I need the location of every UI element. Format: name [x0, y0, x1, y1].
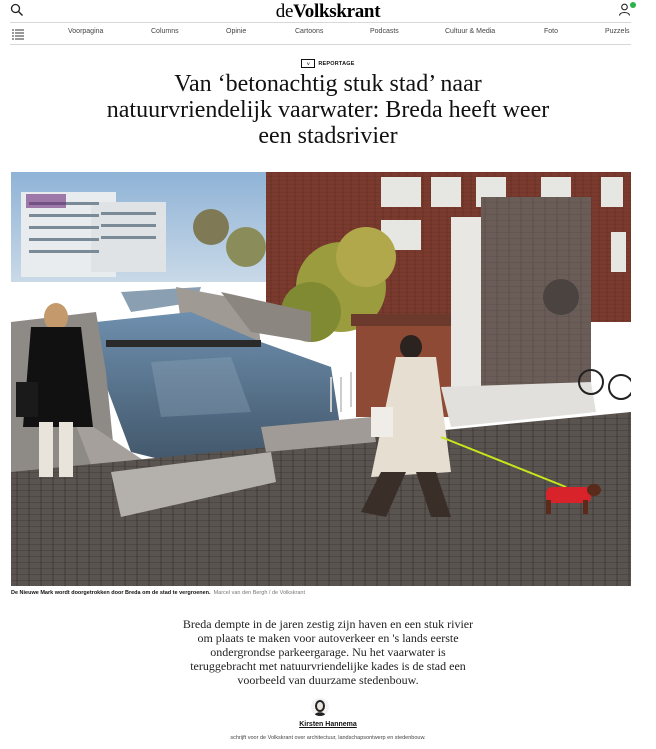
hamburger-icon [12, 28, 24, 40]
logo-prefix: de [275, 1, 294, 22]
site-logo[interactable] [0, 1, 656, 23]
nav-item-opinie[interactable]: Opinie [226, 28, 247, 35]
photo-illustration [11, 172, 631, 586]
nav-item-puzzels[interactable]: Puzzels [605, 28, 630, 35]
caption-text: De Nieuwe Mark wordt doorgetrokken door Breda om de stad te vergroenen. [11, 590, 211, 596]
author-avatar[interactable] [311, 698, 329, 716]
account-button[interactable] [618, 3, 634, 19]
article-title: Van ‘betonachtig stuk stad’ naar natuurvriendelijk vaarwater: Breda heeft weer een stadsrivier [106, 71, 550, 149]
author-bio: schrijft voor de Volkskrant over architectuur, landschapsontwerp en stedenbouw. [230, 735, 426, 741]
nav-item-podcasts[interactable]: Podcasts [370, 28, 399, 35]
top-bar [0, 0, 656, 22]
nav-item-foto[interactable]: Foto [544, 28, 559, 35]
photo-credit: Marcel van den Bergh / de Volkskrant [213, 590, 305, 596]
category-text: REPORTAGE [318, 60, 355, 67]
menu-button[interactable] [12, 27, 24, 39]
volkskrant-v-icon: V [301, 59, 315, 68]
nav-item-voorpagina[interactable]: Voorpagina [68, 28, 104, 35]
article-hero-photo [11, 172, 631, 586]
category-label[interactable] [0, 59, 656, 68]
section-nav [10, 22, 631, 45]
nav-item-columns[interactable]: Columns [151, 28, 179, 35]
notification-dot [630, 2, 636, 8]
avatar-illustration [311, 698, 329, 716]
logo-name: Volkskrant [293, 1, 381, 22]
photo-caption [11, 590, 305, 596]
nav-item-cartoons[interactable]: Cartoons [295, 28, 324, 35]
article-lead: Breda dempte in de jaren zestig zijn haven en een stuk rivier om plaats te maken voor autoverkeer en 's lands eerste ondergrondse parkeergarage. Nu het vaarwater is teruggebracht met natuurvriendelijke kades is de stad een voorbeeld van duurzame stedenbouw. [182, 617, 474, 687]
author-name-link[interactable]: Kirsten Hannema [299, 721, 357, 728]
nav-item-cultuur-media[interactable]: Cultuur & Media [445, 28, 496, 35]
